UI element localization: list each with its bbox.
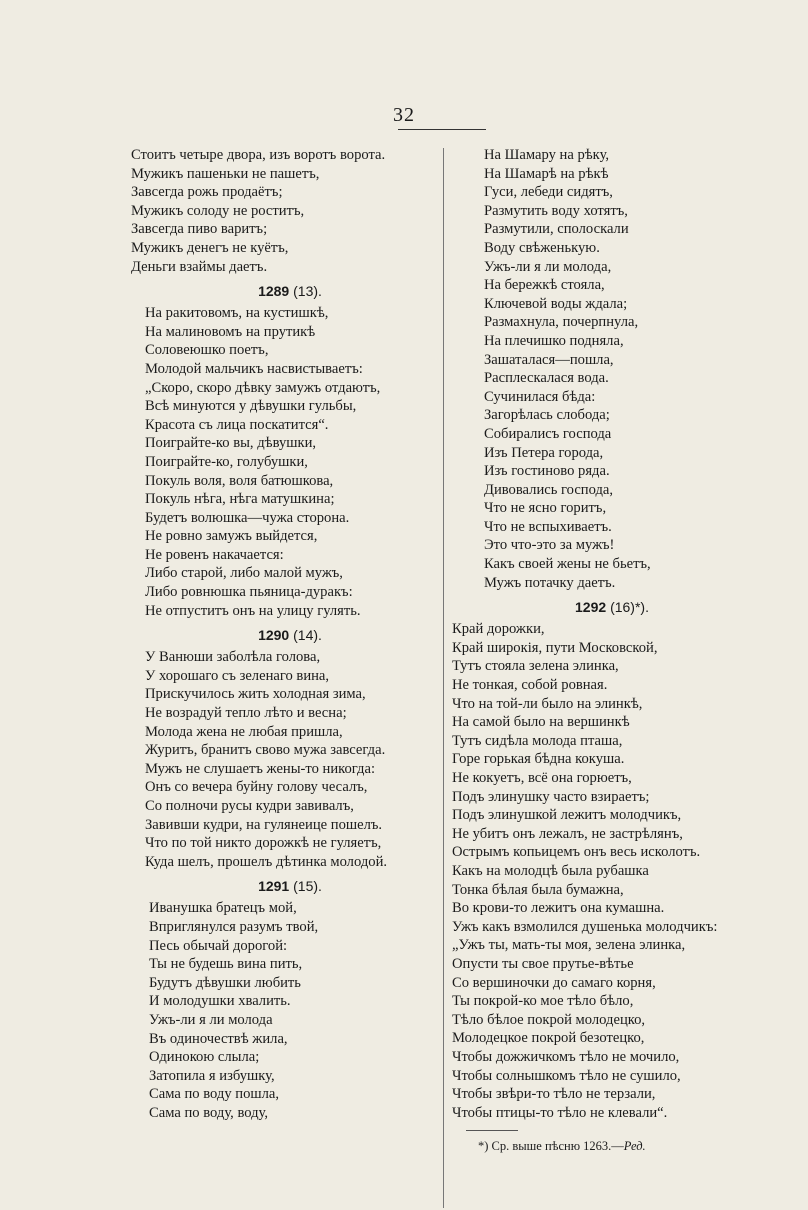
verse-line: Чтобы звѣри-то тѣло не терзали, (452, 1086, 656, 1103)
verse-line: Мужикъ солоду не роститъ, (131, 202, 305, 219)
song-1292-text (452, 620, 772, 1122)
verse-line: Тутъ сидѣла молода пташа, (452, 732, 623, 749)
verse-line: Стоитъ четыре двора, изъ воротъ ворота. (131, 147, 386, 163)
song-1290-text (131, 648, 449, 871)
verse-line: На самой было на вершинкѣ (452, 714, 630, 731)
song-1289-text (131, 304, 449, 620)
verse-line: Песь обычай дорогой: (149, 937, 288, 954)
verse-line: Поиграйте-ко, голубушки, (145, 453, 308, 470)
footnote-rule (466, 1130, 518, 1131)
verse-line: Завсегда рожь продаётъ; (131, 184, 283, 201)
verse-line: Загорѣлась слобода; (484, 407, 610, 424)
verse-line: Не ровно замужъ выйдется, (145, 528, 318, 545)
verse-line: Чтобы солнышкомъ тѣло не сушило, (452, 1067, 681, 1084)
song-number: 1292 (575, 599, 607, 616)
song-number: 1291 (258, 878, 290, 895)
verse-line: Ужъ какъ взмолился душенька молодчикъ: (452, 918, 718, 935)
verse-line: Воду свѣженькую. (484, 239, 600, 256)
verse-line: Это что-это за мужъ! (484, 537, 615, 554)
verse-line: Во крови-то лежитъ она кумашна. (452, 900, 665, 917)
verse-line: Онъ со вечера буйну голову чесалъ, (145, 779, 368, 796)
verse-line: Либо ровнюшка пьяница-дуракъ: (145, 584, 353, 601)
verse-line: Вприглянулся разумъ твой, (149, 918, 319, 935)
verse-line: Соловеюшко поетъ, (145, 342, 269, 359)
verse-line: Сама по воду пошла, (149, 1086, 280, 1103)
song-heading-1289 (131, 276, 449, 304)
verse-line: Либо старой, либо малой мужъ, (145, 565, 343, 582)
verse-line: Мужикъ пашеньки не пашетъ, (131, 165, 320, 182)
verse-line: Край дорожки, (452, 621, 545, 638)
verse-line: Не ровенъ накачается: (145, 546, 284, 563)
verse-line: Деньги взаймы даетъ. (131, 258, 268, 275)
verse-line: Тѣло бѣлое покрой молодецко, (452, 1011, 646, 1028)
verse-line: Молодой мальчикъ насвистываетъ: (145, 360, 363, 377)
verse-line: Что не ясно горитъ, (484, 500, 607, 517)
verse-line: Журитъ, бранитъ свово мужа завсегда. (145, 742, 386, 759)
verse-line: Со полночи русы кудри завивалъ, (145, 798, 354, 814)
footnote (452, 1137, 772, 1156)
verse-line: Что не вспыхиваетъ. (484, 518, 612, 535)
verse-line: Въ одиночествѣ жила, (149, 1030, 288, 1047)
song-sub: (13). (293, 283, 322, 300)
verse-line: На ракитовомъ, на кустишкѣ, (145, 305, 329, 322)
page-number-rule (398, 129, 486, 130)
verse-line: Не тонкая, собой ровная. (452, 677, 608, 694)
verse-line: Тутъ стояла зелена элинка, (452, 658, 619, 675)
verse-line: Красота съ лица поскатится“. (145, 416, 329, 433)
footnote-editor-mark: Ред. (623, 1139, 646, 1154)
verse-line: На Шамарѣ на рѣкѣ (484, 165, 609, 182)
verse-line: Что по той никто дорожкѣ не гуляетъ, (145, 835, 382, 852)
verse-line: Молодецкое покрой безотецко, (452, 1030, 645, 1047)
verse-line: Чтобы дожжичкомъ тѣло не мочило, (452, 1048, 680, 1065)
song-sub: (14). (293, 627, 322, 644)
verse-line: Куда шелъ, прошелъ дѣтинка молодой. (145, 853, 388, 870)
song-heading-1291 (131, 871, 449, 899)
verse-line: Молода жена не любая пришла, (145, 723, 343, 740)
song-heading-1292 (452, 592, 772, 620)
verse-line: Острымъ копьицемъ онъ весь исколотъ. (452, 844, 701, 861)
verse-line: Размутить воду хотятъ, (484, 202, 628, 219)
verse-line: Размахнула, почерпнула, (484, 314, 639, 331)
footnote-text: *) Ср. выше пѣсню 1263.— (478, 1139, 624, 1154)
verse-line: „Ужъ ты, мать-ты моя, зелена элинка, (452, 937, 686, 954)
song-number: 1290 (258, 627, 290, 644)
song-heading-1290 (131, 620, 449, 648)
song-sub: (16)*). (610, 599, 649, 616)
song-number: 1289 (258, 283, 290, 300)
verse-line: Сучинилася бѣда: (484, 388, 596, 405)
verse-line: Ты покрой-ко мое тѣло бѣло, (452, 993, 634, 1010)
verse-line: Сама по воду, воду, (149, 1104, 269, 1121)
verse-line: Чтобы птицы-то тѣло не клевали“. (452, 1104, 668, 1121)
intro-stanza (131, 146, 449, 276)
verse-line: Собиралисъ господа (484, 425, 612, 442)
verse-line: Иванушка братецъ мой, (149, 900, 297, 917)
song-1291-text (131, 899, 449, 1122)
verse-line: Покуль нѣга, нѣга матушкина; (145, 491, 335, 508)
verse-line: Тонка бѣлая была бумажна, (452, 881, 624, 898)
verse-line: На бережкѣ стояла, (484, 277, 605, 294)
verse-line: Всѣ минуются у дѣвушки гульбы, (145, 398, 357, 415)
verse-line: У Ванюши заболѣла голова, (145, 649, 321, 666)
verse-line: И молодушки хвалить. (149, 993, 291, 1010)
verse-line: Какъ своей жены не бьетъ, (484, 556, 651, 573)
verse-line: Изъ Петера города, (484, 444, 604, 461)
verse-line: Прискучилось жить холодная зима, (145, 686, 366, 703)
verse-line: На малиновомъ на прутикѣ (145, 323, 316, 340)
verse-line: Какъ на молодцѣ была рубашка (452, 862, 649, 879)
verse-line: Подъ элинушкой лежитъ молодчикъ, (452, 807, 682, 824)
verse-line: Не возрадуй тепло лѣто и весна; (145, 705, 347, 722)
verse-line: Опусти ты свое прутье-вѣтье (452, 955, 634, 972)
verse-line: Со вершиночки до самаго корня, (452, 974, 656, 991)
verse-line: Мужикъ денегъ не куётъ, (131, 239, 289, 256)
verse-line: Мужъ не слушаетъ жены-то никогда: (145, 760, 376, 777)
verse-line: Край широкія, пути Московской, (452, 639, 658, 656)
verse-line: Затопила я избушку, (149, 1067, 275, 1084)
verse-line: Будутъ дѣвушки любить (149, 974, 301, 991)
verse-line: Что на той-ли было на элинкѣ, (452, 695, 643, 712)
verse-line: „Скоро, скоро дѣвку замужъ отдаютъ, (145, 379, 381, 396)
page-number: 32 (393, 104, 415, 126)
verse-line: У хорошаго съ зеленаго вина, (145, 667, 330, 684)
verse-line: Не кокуетъ, всё она горюетъ, (452, 770, 632, 786)
verse-line: Зашаталася—пошла, (484, 351, 614, 368)
verse-line: Ключевой воды ждала; (484, 295, 628, 312)
verse-line: Ты не будешь вина пить, (149, 956, 303, 973)
verse-line: Ужъ-ли я ли молода (149, 1011, 273, 1028)
verse-line: Расплескалася вода. (484, 370, 609, 387)
verse-line: Размутили, сполоскали (484, 221, 629, 238)
verse-line: На Шамару на рѣку, (484, 147, 610, 163)
verse-line: Будетъ волюшка—чужа сторона. (145, 509, 350, 526)
song-1291-continued (452, 146, 772, 592)
verse-line: Мужъ потачку даетъ. (484, 574, 616, 591)
song-sub: (15). (293, 878, 322, 895)
verse-line: Не убитъ онъ лежалъ, не застрѣлянъ, (452, 825, 683, 842)
verse-line: Ужъ-ли я ли молода, (484, 258, 612, 275)
verse-line: Одинокою слыла; (149, 1049, 260, 1066)
verse-line: Изъ гостиново ряда. (484, 463, 610, 480)
verse-line: Гуси, лебеди сидятъ, (484, 184, 613, 201)
verse-line: Завсегда пиво варитъ; (131, 221, 268, 238)
verse-line: Не отпуститъ онъ на улицу гулять. (145, 602, 361, 619)
left-column (131, 146, 449, 1123)
verse-line: На плечишко подняла, (484, 332, 624, 349)
verse-line: Дивовались господа, (484, 481, 614, 498)
verse-line: Горе горькая бѣдна кокуша. (452, 751, 625, 768)
right-column (452, 146, 772, 1156)
verse-line: Подъ элинушку часто взираетъ; (452, 788, 650, 805)
verse-line: Поиграйте-ко вы, дѣвушки, (145, 435, 317, 452)
verse-line: Завивши кудри, на гулянеице пошелъ. (145, 816, 383, 833)
verse-line: Покуль воля, воля батюшкова, (145, 472, 334, 489)
